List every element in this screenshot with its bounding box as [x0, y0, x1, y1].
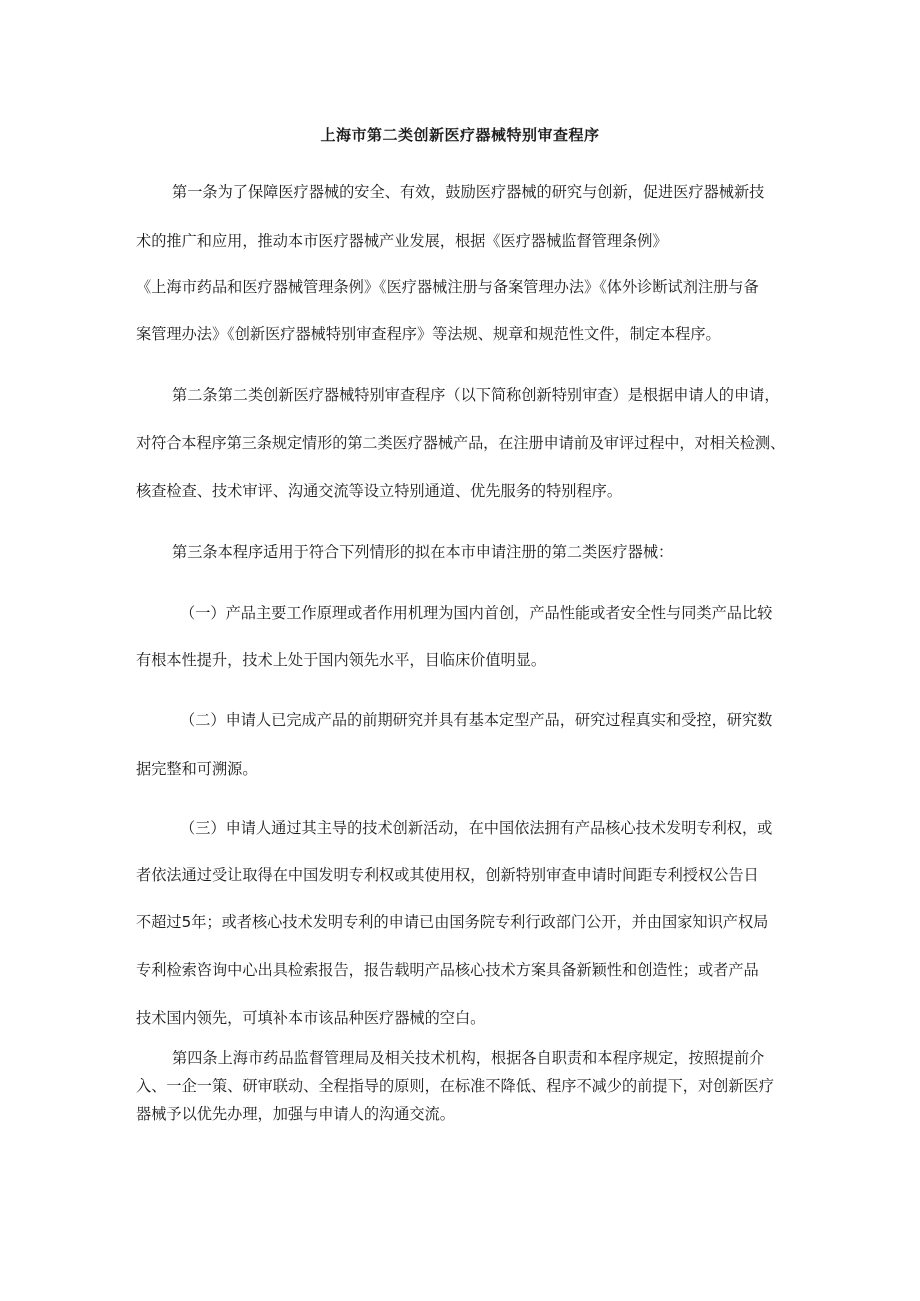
- article-4-line-1: 第四条上海市药品监督管理局及相关技术机构，根据各自职责和本程序规定，按照提前介: [172, 1049, 765, 1067]
- item-3-line-2: 者依法通过受让取得在中国发明专利权或其使用权，创新特别审查申请时间距专利授权公告日: [136, 866, 759, 884]
- article-4-line-2: 入、一企一策、研审联动、全程指导的原则，在标准不降低、程序不减少的前提下，对创新医疗: [136, 1077, 774, 1095]
- item-3-line-4: 专利检索咨询中心出具检索报告，报告载明产品核心技术方案具备新颖性和创造性；或者产品: [136, 961, 759, 979]
- item-1-line-1: （一）产品主要工作原理或者作用机理为国内首创，产品性能或者安全性与同类产品比较: [180, 604, 773, 622]
- item-3-line-3: 不超过5年；或者核心技术发明专利的申请已由国务院专利行政部门公开，并由国家知识产权局: [136, 913, 769, 931]
- item-2-line-1: （二）申请人已完成产品的前期研究并具有基本定型产品，研究过程真实和受控，研究数: [180, 711, 773, 729]
- article-1-line-4: 案管理办法》《创新医疗器械特别审查程序》等法规、规章和规范性文件，制定本程序。: [136, 325, 721, 343]
- item-3-line-1: （三）申请人通过其主导的技术创新活动，在中国依法拥有产品核心技术发明专利权，或: [180, 819, 773, 837]
- article-2-line-2: 对符合本程序第三条规定情形的第二类医疗器械产品，在注册申请前及审评过程中，对相关检测、: [136, 434, 786, 452]
- article-1-line-1: 第一条为了保障医疗器械的安全、有效，鼓励医疗器械的研究与创新，促进医疗器械新技: [172, 183, 765, 201]
- article-4-line-3: 器械予以优先办理，加强与申请人的沟通交流。: [136, 1105, 455, 1123]
- item-1-line-2: 有根本性提升，技术上处于国内领先水平，目临床价值明显。: [136, 651, 547, 669]
- article-3-line-1: 第三条本程序适用于符合下列情形的拟在本市申请注册的第二类医疗器械：: [172, 543, 674, 561]
- article-2-line-3: 核查检查、技术审评、沟通交流等设立特别通道、优先服务的特别程序。: [136, 482, 622, 500]
- item-2-line-2: 据完整和可溯源。: [136, 760, 258, 778]
- article-1-line-2: 术的推广和应用，推动本市医疗器械产业发展，根据《医疗器械监督管理条例》: [136, 232, 668, 250]
- item-3-line-5: 技术国内领先，可填补本市该品种医疗器械的空白。: [136, 1009, 486, 1027]
- document-title: 上海市第二类创新医疗器械特别审查程序: [320, 126, 600, 144]
- article-1-line-3: 《上海市药品和医疗器械管理条例》《医疗器械注册与备案管理办法》《体外诊断试剂注册与备: [136, 278, 759, 296]
- article-2-line-1: 第二条第二类创新医疗器械特别审查程序（以下简称创新特别审查）是根据申请人的申请，: [172, 386, 780, 404]
